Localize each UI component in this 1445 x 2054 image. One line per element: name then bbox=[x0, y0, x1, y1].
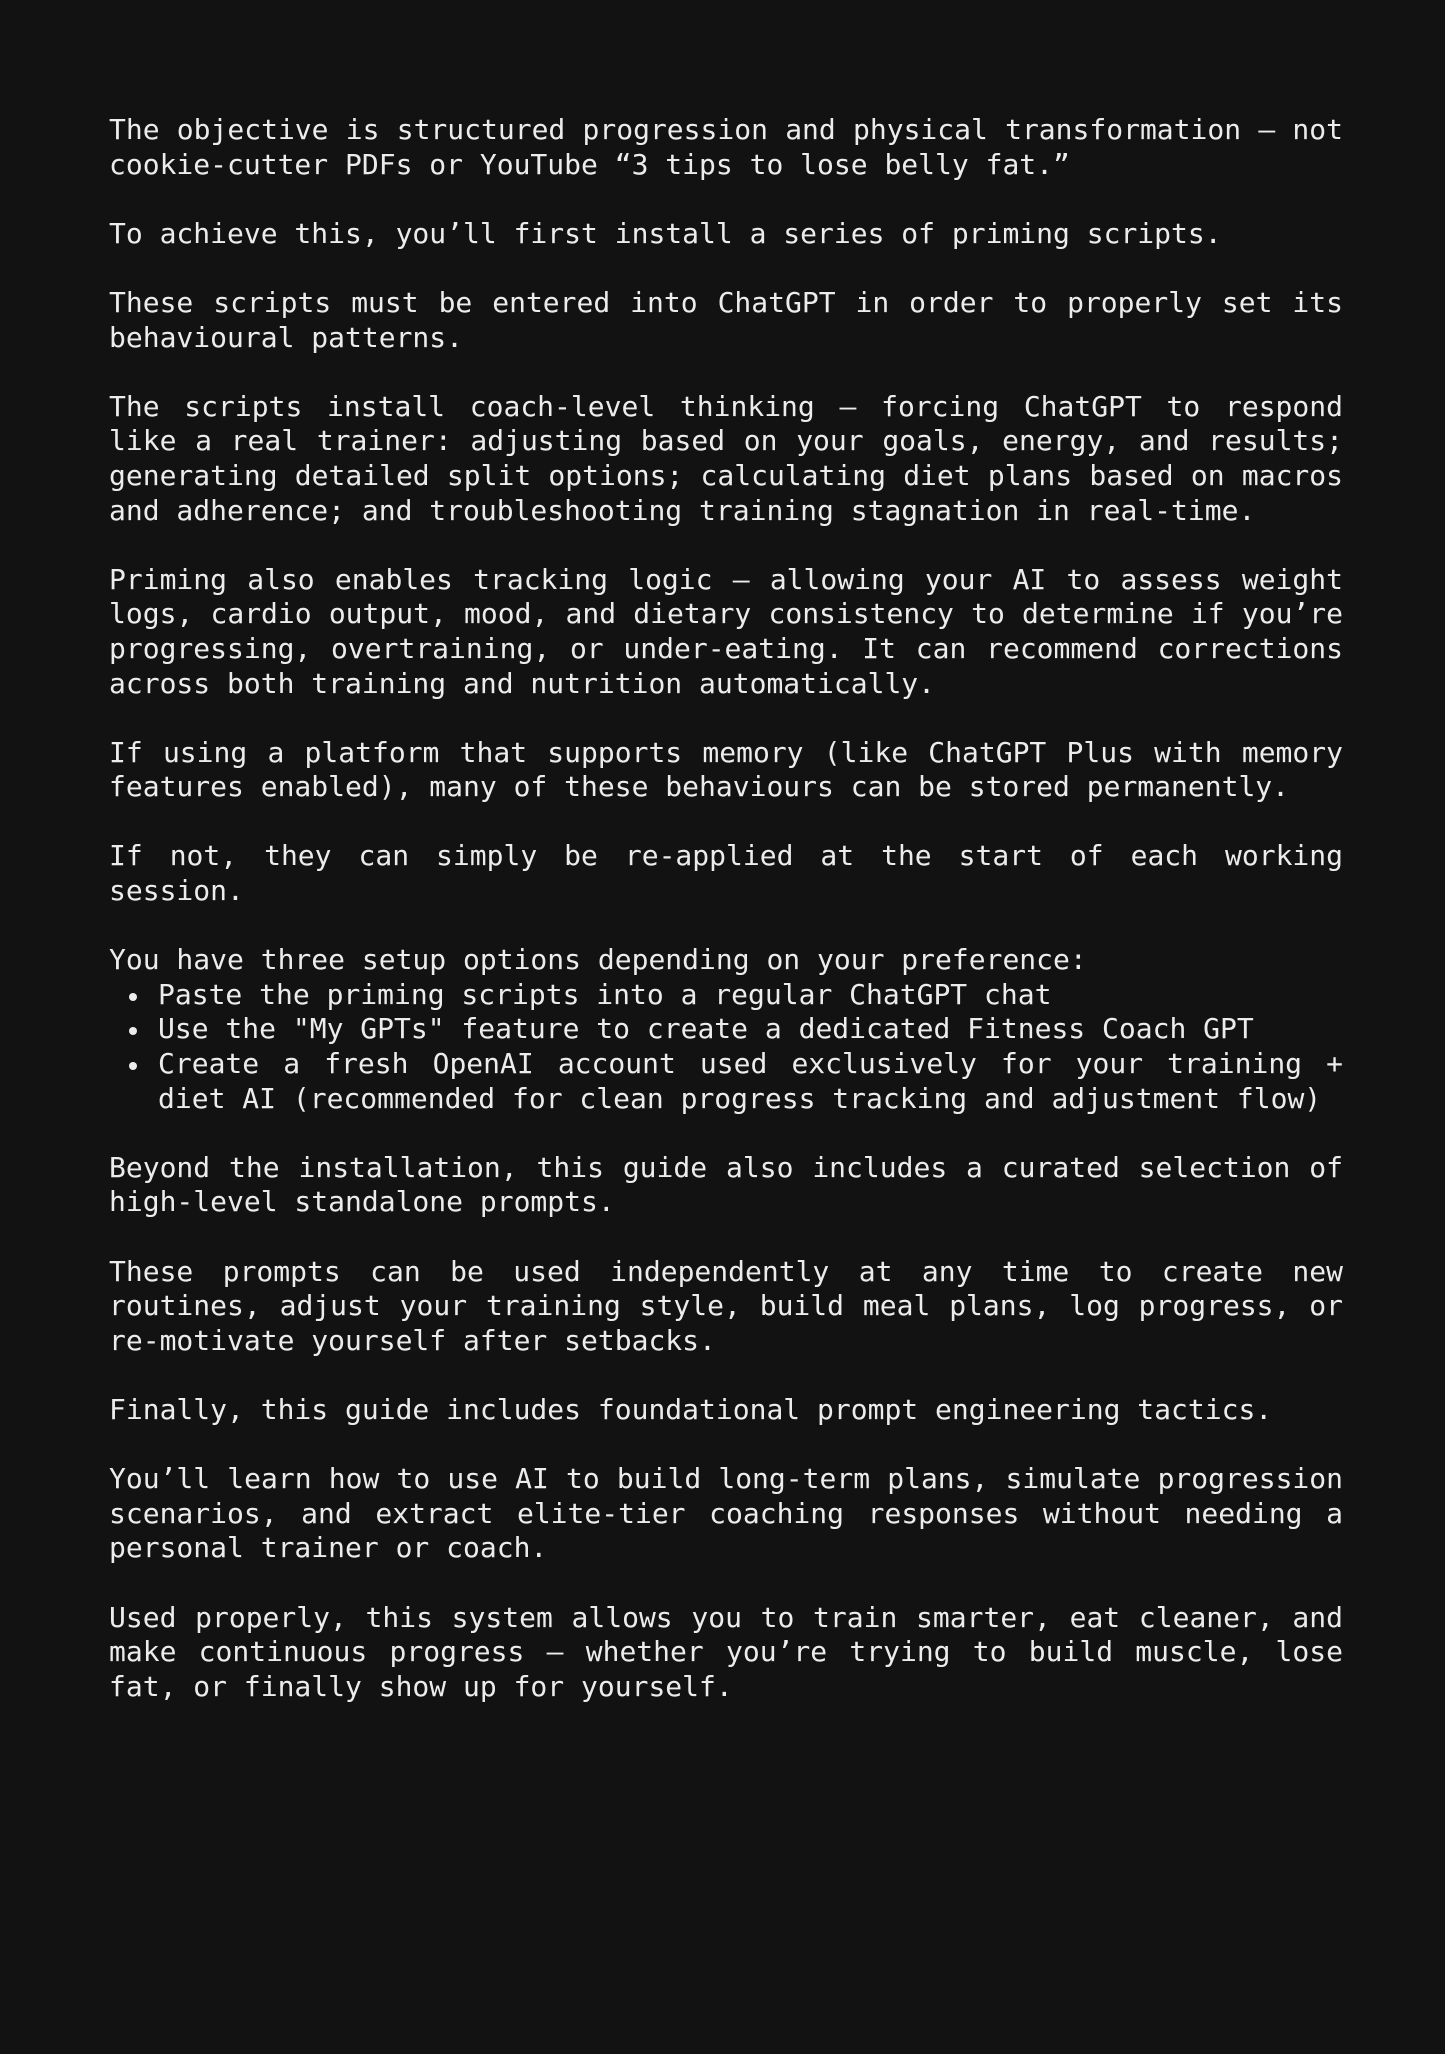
paragraph-memory: If using a platform that supports memory (like ChatGPT Plus with memory features enabled), many of these behaviours can be stored permanently. bbox=[109, 735, 1343, 804]
paragraph-coach-thinking: The scripts install coach-level thinking — forcing ChatGPT to respond like a real trainer: adjusting based on your goals, energy, and results; generating detailed split options; calculating diet plans based on macros and adherence; and troubleshooting training stagnation in real-time. bbox=[109, 389, 1343, 527]
bullet-icon bbox=[129, 1062, 137, 1070]
list-item bbox=[158, 978, 1343, 1013]
paragraph-prompt-uses: These prompts can be used independently at any time to create new routines, adjust your training style, build meal plans, log progress, or re-motivate yourself after setbacks. bbox=[109, 1254, 1343, 1357]
paragraph-standalone-prompts: Beyond the installation, this guide also includes a curated selection of high-level standalone prompts. bbox=[109, 1150, 1343, 1219]
list-item-text: Paste the priming scripts into a regular ChatGPT chat bbox=[158, 977, 1052, 1011]
paragraph-learn: You’ll learn how to use AI to build long-term plans, simulate progression scenarios, and extract elite-tier coaching responses without needing a personal trainer or coach. bbox=[109, 1462, 1343, 1565]
paragraph-objective: The objective is structured progression and physical transformation — not cookie-cutter PDFs or YouTube “3 tips to lose belly fat.” bbox=[109, 113, 1343, 181]
bullet-icon bbox=[129, 1027, 137, 1035]
setup-options-list bbox=[109, 978, 1343, 1116]
paragraph-install-scripts: To achieve this, you’ll first install a series of priming scripts. bbox=[109, 216, 1222, 250]
paragraph-prompt-engineering: Finally, this guide includes foundational prompt engineering tactics. bbox=[109, 1392, 1273, 1426]
paragraph-conclusion: Used properly, this system allows you to train smarter, eat cleaner, and make continuous progress — whether you’re trying to build muscle, lose fat, or finally show up for yourself. bbox=[109, 1600, 1343, 1703]
list-item-text: Use the "My GPTs" feature to create a dedicated Fitness Coach GPT bbox=[158, 1012, 1254, 1046]
bullet-icon bbox=[129, 993, 137, 1001]
list-item bbox=[158, 1047, 1343, 1116]
paragraph-reapply: If not, they can simply be re-applied at the start of each working session. bbox=[109, 839, 1343, 908]
paragraph-tracking-logic: Priming also enables tracking logic — allowing your AI to assess weight logs, cardio output, mood, and dietary consistency to determine if you’re progressing, overtraining, or under-eating. It can recommend corrections across both training and nutrition automatically. bbox=[109, 562, 1343, 700]
list-item bbox=[158, 1012, 1343, 1047]
paragraph-enter-scripts: These scripts must be entered into ChatGPT in order to properly set its behavioural patterns. bbox=[109, 285, 1343, 354]
list-item-text: Create a fresh OpenAI account used exclusively for your training + diet AI (recommended for clean progress tracking and adjustment flow) bbox=[158, 1047, 1343, 1115]
setup-options-lead: You have three setup options depending on your preference: bbox=[109, 943, 1087, 977]
